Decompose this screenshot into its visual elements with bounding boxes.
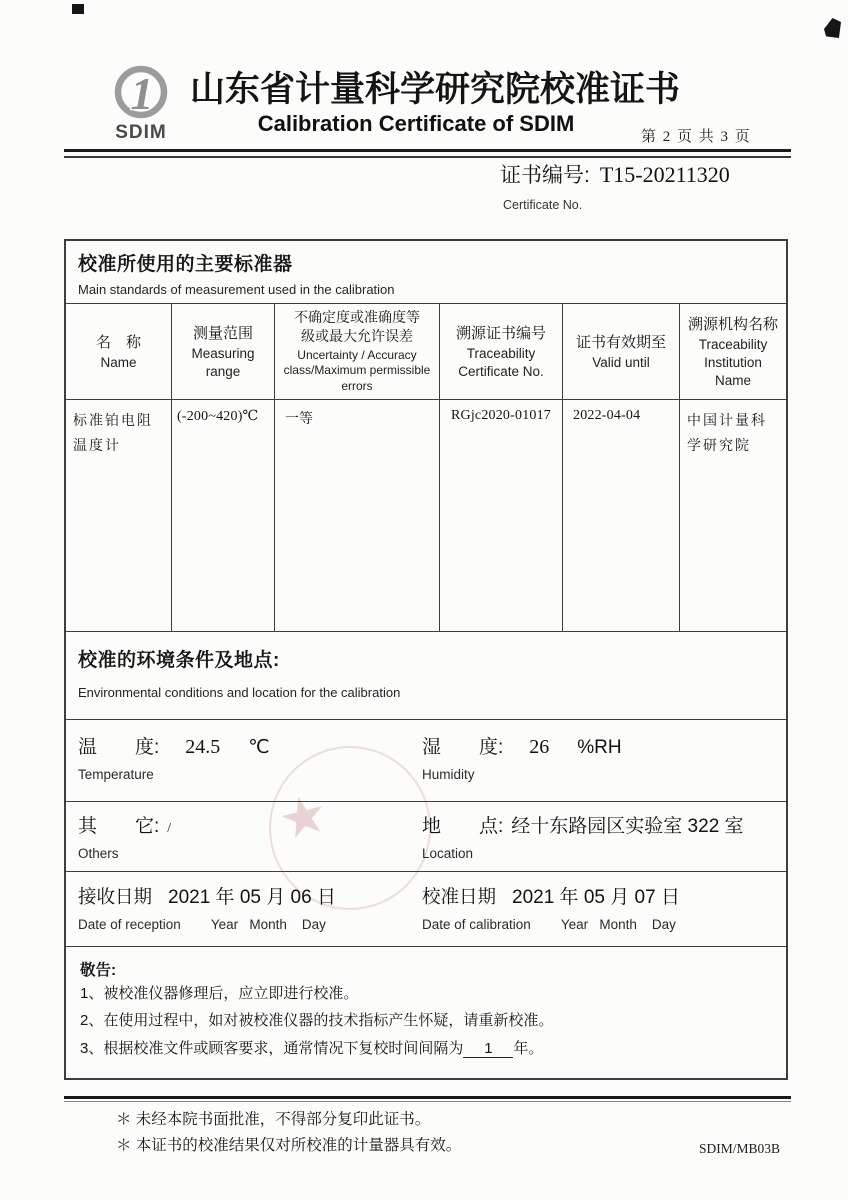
- reception-date-label-en: Date of reception: [78, 917, 181, 932]
- standards-data-row: [66, 400, 786, 632]
- calibration-date-label-en: Date of calibration: [422, 917, 531, 932]
- location-value: 经十东路园区实验室 322 室: [511, 816, 744, 837]
- standard-valid-until: 2022-04-04: [563, 400, 680, 631]
- certificate-number-label: 证书编号:: [500, 164, 590, 187]
- reception-date-value: 2021 年 05 月 06 日: [168, 887, 336, 908]
- standards-header-row: [66, 304, 786, 400]
- others-location-row: [66, 802, 786, 872]
- calibration-date-value: 2021 年 05 月 07 日: [512, 887, 680, 908]
- header-divider: [64, 149, 791, 158]
- scan-artifact-top-right: [824, 18, 841, 38]
- certificate-number-value: T15-20211320: [599, 162, 730, 187]
- temperature-label-en: Temperature: [78, 767, 154, 782]
- sdim-logo: [104, 64, 178, 144]
- standards-section-header: [66, 241, 786, 304]
- scan-artifact-top-left: [72, 4, 84, 14]
- others-label-en: Others: [78, 846, 119, 861]
- others-label: 其 它:: [78, 816, 160, 837]
- standard-uncertainty: 一等: [275, 400, 440, 631]
- calibration-date-field: [422, 872, 786, 946]
- standards-title-en: Main standards of measurement used in the calibration: [78, 282, 395, 297]
- location-field: [422, 802, 786, 871]
- reception-date-label: 接收日期: [78, 886, 153, 907]
- temperature-value: 24.5: [185, 736, 221, 758]
- standard-trace-cert-no: RGjc2020-01017: [440, 400, 563, 631]
- column-header-name: 名 称 Name: [66, 304, 172, 399]
- environment-title-cn: 校准的环境条件及地点:: [78, 650, 280, 671]
- footer-note-1: ＊ 未经本院书面批准，不得部分复印此证书。: [116, 1111, 431, 1128]
- dates-row: [66, 872, 786, 947]
- column-header-traceability-cert-no: 溯源证书编号 Traceability Certificate No.: [440, 304, 563, 399]
- column-header-institution: 溯源机构名称 Traceability Institution Name: [687, 316, 778, 388]
- page-number: 第 2 页 共 3 页: [641, 129, 750, 145]
- notice-section: [66, 947, 786, 1078]
- stamp-star-icon: ★: [272, 782, 334, 852]
- logo-numeral: 1: [130, 68, 154, 119]
- environment-title-en: Environmental conditions and location for the calibration: [78, 685, 401, 700]
- footer-divider: [64, 1096, 791, 1102]
- column-header-valid-until: 证书有效期至 Valid until: [563, 304, 680, 399]
- others-field: [66, 802, 422, 871]
- standard-institution: 中国计量科学研究院: [687, 412, 767, 453]
- sdim-logo-icon: [112, 64, 170, 122]
- certificate-number-label-en: Certificate No.: [503, 198, 583, 212]
- certificate-table: [64, 239, 788, 1080]
- standard-name: 标准铂电阻温度计: [66, 400, 172, 631]
- standard-range: (-200~420)℃: [172, 400, 275, 631]
- title-chinese: 山东省计量科学研究院校准证书: [189, 70, 680, 109]
- column-header-measuring-range: 测量范围 Measuring range: [172, 304, 275, 399]
- certificate-number: [500, 159, 730, 189]
- humidity-value: 26: [529, 736, 550, 758]
- reception-date-units-en: Year Month Day: [210, 917, 326, 932]
- recalibration-interval-value: 1: [463, 1041, 513, 1059]
- temperature-humidity-row: [66, 720, 786, 802]
- humidity-field: [422, 720, 786, 801]
- notice-title: 敬告:: [80, 962, 117, 979]
- location-label-en: Location: [422, 846, 474, 861]
- notice-item-2: 2、在使用过程中，如对被校准仪器的技术指标产生怀疑，请重新校准。: [80, 1012, 554, 1030]
- temperature-label: 温 度:: [78, 737, 160, 758]
- humidity-label: 湿 度:: [422, 737, 504, 758]
- notice-item-3: 3、根据校准文件或顾客要求，通常情况下复校时间间隔为 1 年。: [80, 1039, 544, 1057]
- others-value: /: [167, 820, 172, 835]
- humidity-unit: %RH: [577, 737, 622, 758]
- notice-item-1: 1、被校准仪器修理后，应立即进行校准。: [80, 985, 359, 1002]
- calibration-date-label: 校准日期: [422, 886, 497, 907]
- reception-date-field: [66, 872, 422, 946]
- calibration-date-units-en: Year Month Day: [560, 917, 676, 932]
- environment-section-header: [66, 632, 786, 720]
- temperature-unit: ℃: [248, 737, 270, 758]
- form-number: SDIM/MB03B: [699, 1141, 781, 1156]
- location-label: 地 点:: [422, 816, 504, 837]
- column-header-uncertainty: 不确定度或准确度等级或最大允许误差 Uncertainty / Accuracy class/Maximum permissible errors: [275, 304, 440, 399]
- standards-title-cn: 校准所使用的主要标准器: [78, 254, 293, 275]
- logo-text: SDIM: [115, 122, 167, 143]
- humidity-label-en: Humidity: [422, 767, 475, 782]
- temperature-field: [66, 720, 422, 801]
- footer-notes: [116, 1107, 461, 1158]
- title-english: Calibration Certificate of SDIM: [257, 111, 575, 136]
- footer-note-2: ＊ 本证书的校准结果仅对所校准的计量器具有效。: [116, 1136, 462, 1154]
